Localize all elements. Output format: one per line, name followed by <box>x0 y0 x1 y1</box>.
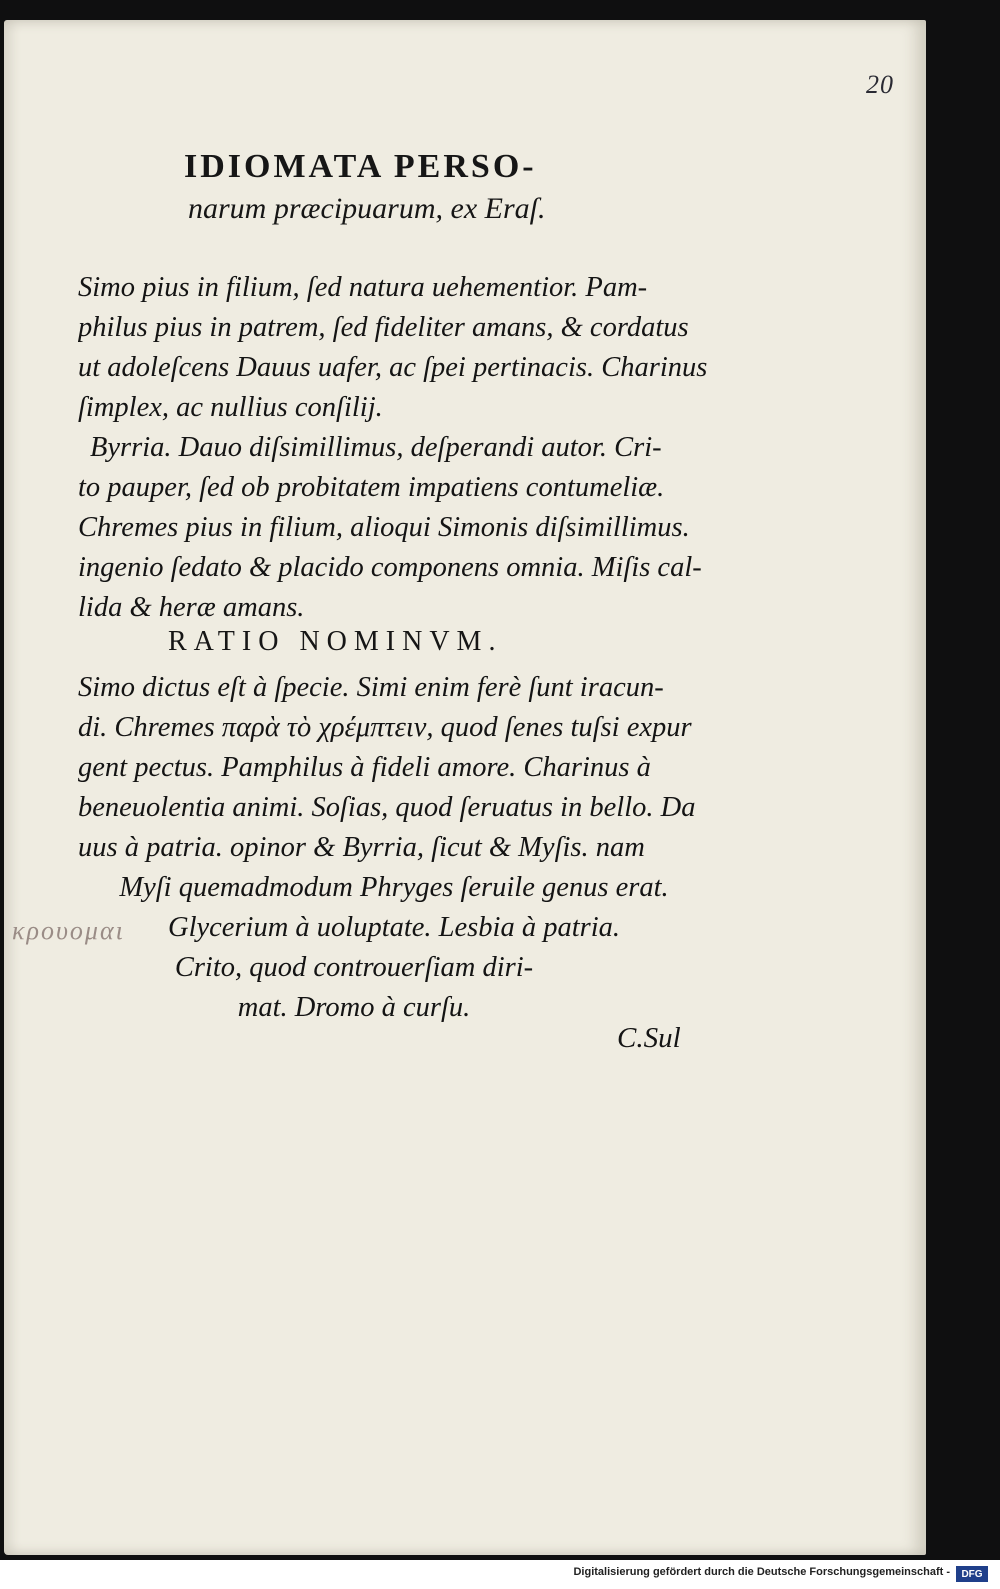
text-line: ut adoleſcens Dauus uafer, ac ſpei pertinacis. Charinus <box>78 352 708 383</box>
text-line: gent pectus. Pamphilus à fideli amore. Charinus à <box>78 752 651 783</box>
book-page <box>4 20 926 1555</box>
paragraph-1 <box>78 268 718 428</box>
text-line: ingenio ſedato & placido componens omnia. Miſis cal- <box>78 552 702 583</box>
paragraph-3 <box>78 668 718 868</box>
folio-number: 20 <box>866 70 894 99</box>
title-line-2: narum præcipuarum, ex Eraſ. <box>188 192 546 225</box>
text-line: ſimplex, ac nullius conſilij. <box>78 392 383 423</box>
dfg-logo-icon: DFG <box>956 1566 988 1582</box>
text-line: to pauper, ſed ob probitatem impatiens contumeliæ. <box>78 472 665 503</box>
text-line: Byrria. Dauo diſsimillimus, deſperandi autor. Cri- <box>90 432 662 463</box>
handwritten-margin-note: κρουομαι <box>12 916 125 945</box>
centered-line: mat. Dromo à curſu. <box>237 992 471 1023</box>
footer-credit: Digitalisierung gefördert durch die Deutsche Forschungsgemeinschaft - <box>573 1566 950 1578</box>
title-line-1: IDIOMATA PERSO- <box>184 148 537 185</box>
text-line: philus pius in patrem, ſed fideliter amans, & cordatus <box>78 312 689 343</box>
centered-line: Myſi quemadmodum Phryges ſeruile genus erat. <box>119 872 669 903</box>
centered-line: Crito, quod controuerſiam diri- <box>174 952 534 983</box>
text-line: Chremes pius in filium, alioqui Simonis diſsimillimus. <box>78 512 690 543</box>
catchword: C.Sul <box>617 1022 681 1054</box>
footer-bar <box>0 1560 1000 1589</box>
text-line: Simo pius in filium, ſed natura uehementior. Pam- <box>78 272 648 303</box>
section-heading: RATIO NOMINVM. <box>168 626 503 657</box>
text-line: lida & heræ amans. <box>78 592 305 623</box>
text-line: beneuolentia animi. Soſias, quod ſeruatus in bello. Da <box>78 792 696 823</box>
centered-line: Glycerium à uoluptate. Lesbia à patria. <box>167 912 620 943</box>
paragraph-2 <box>78 428 718 628</box>
text-line: Simo dictus eſt à ſpecie. Simi enim ferè ſunt iracun- <box>78 672 664 703</box>
text-line: uus à patria. opinor & Byrria, ſicut & Myſis. nam <box>78 832 645 863</box>
text-line: di. Chremes παρὰ τὸ χρέμπτειν, quod ſenes tuſsi expur <box>78 712 692 743</box>
